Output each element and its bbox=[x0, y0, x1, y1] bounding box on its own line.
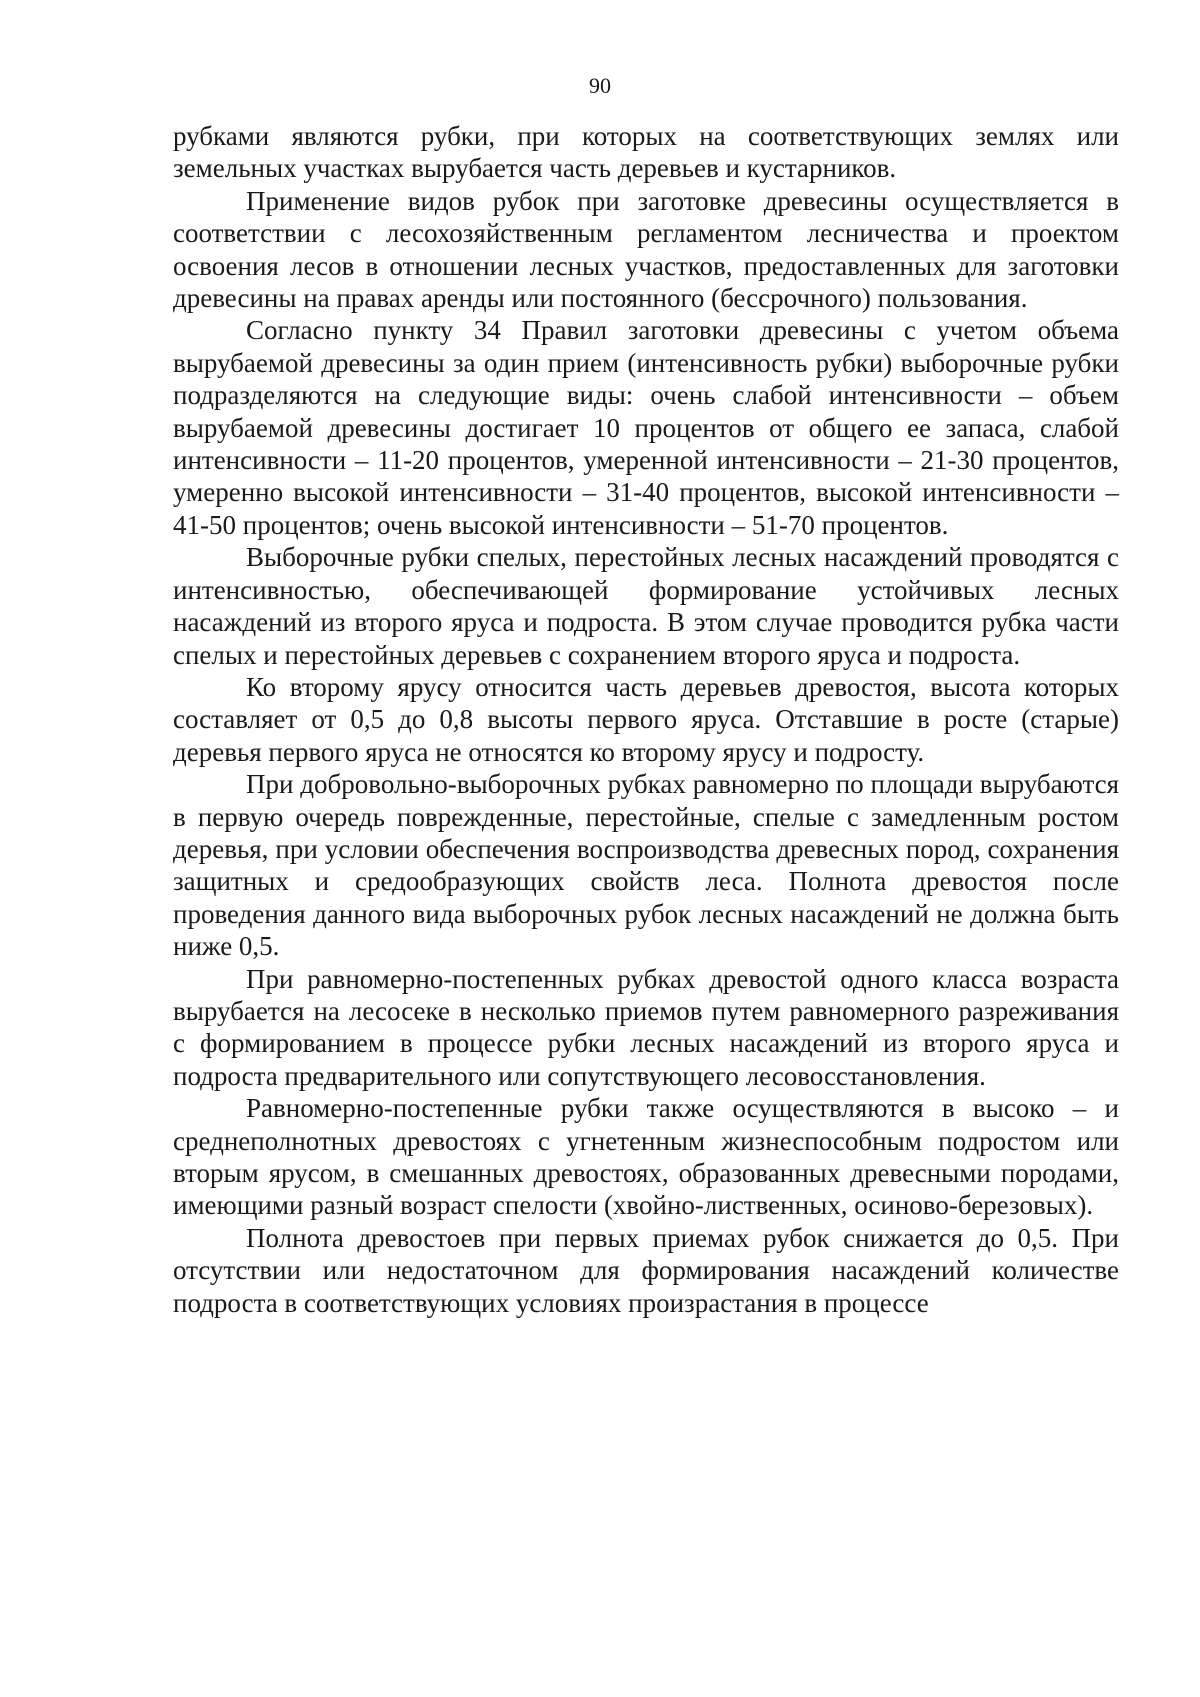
paragraph-4: Выборочные рубки спелых, перестойных лесных насаждений проводятся с интенсивностью, обеспечивающей формирование устойчивых лесных насаждений из второго яруса и подроста. В этом случае проводится рубка части спелых и перестойных деревьев с сохранением второго яруса и подроста. bbox=[173, 542, 1119, 670]
paragraph-6: При добровольно-выборочных рубках равномерно по площади вырубаются в первую очередь поврежденные, перестойные, спелые с замедленным ростом деревья, при условии обеспечения воспроизводства древесных пород, сохранения защитных и средообразующих свойств леса. Полнота древостоя после проведения данного вида выборочных рубок лесных насаждений не должна быть ниже 0,5. bbox=[173, 769, 1119, 962]
paragraph-1: рубками являются рубки, при которых на соответствующих землях или земельных участках вырубается часть деревьев и кустарников. bbox=[173, 121, 1119, 184]
paragraph-5: Ко второму ярусу относится часть деревьев древостоя, высота которых составляет от 0,5 до 0,8 высоты первого яруса. Отставшие в росте (старые) деревья первого яруса не относятся ко второму ярусу и подросту. bbox=[173, 671, 1119, 767]
paragraph-9: Полнота древостоев при первых приемах рубок снижается до 0,5. При отсутствии или недостаточном для формирования насаждений количестве подроста в соответствующих условиях произрастания в процессе bbox=[173, 1222, 1119, 1318]
paragraph-2: Применение видов рубок при заготовке древесины осуществляется в соответствии с лесохозяйственным регламентом лесничества и проектом освоения лесов в отношении лесных участков, предоставленных для заготовки древесины на правах аренды или постоянного (бессрочного) пользования. bbox=[173, 185, 1119, 314]
page-number: 90 bbox=[589, 73, 611, 98]
paragraph-3: Согласно пункту 34 Правил заготовки древесины с учетом объема вырубаемой древесины за один прием (интенсивность рубки) выборочные рубки подразделяются на следующие виды: очень слабой интенсивности – объем вырубаемой древесины достигает 10 процентов от общего ее запаса, слабой интенсивности – 11-20 процентов, умеренной интенсивности – 21-30 процентов, умеренно высокой интенсивности – 31-40 процентов, высокой интенсивности – 41-50 процентов; очень высокой интенсивности – 51-70 процентов. bbox=[173, 315, 1119, 540]
paragraph-7: При равномерно-постепенных рубках древостой одного класса возраста вырубается на лесосеке в несколько приемов путем равномерного разреживания с формированием в процессе рубки лесных насаждений из второго яруса и подроста предварительного или сопутствующего лесовосстановления. bbox=[173, 963, 1119, 1091]
paragraph-8: Равномерно-постепенные рубки также осуществляются в высоко – и среднеполнотных древостоях с угнетенным жизнеспособным подростом или вторым ярусом, в смешанных древостоях, образованных древесными породами, имеющими разный возраст спелости (хвойно-лиственных, осиново-березовых). bbox=[173, 1093, 1119, 1221]
document-body bbox=[173, 120, 1119, 1319]
